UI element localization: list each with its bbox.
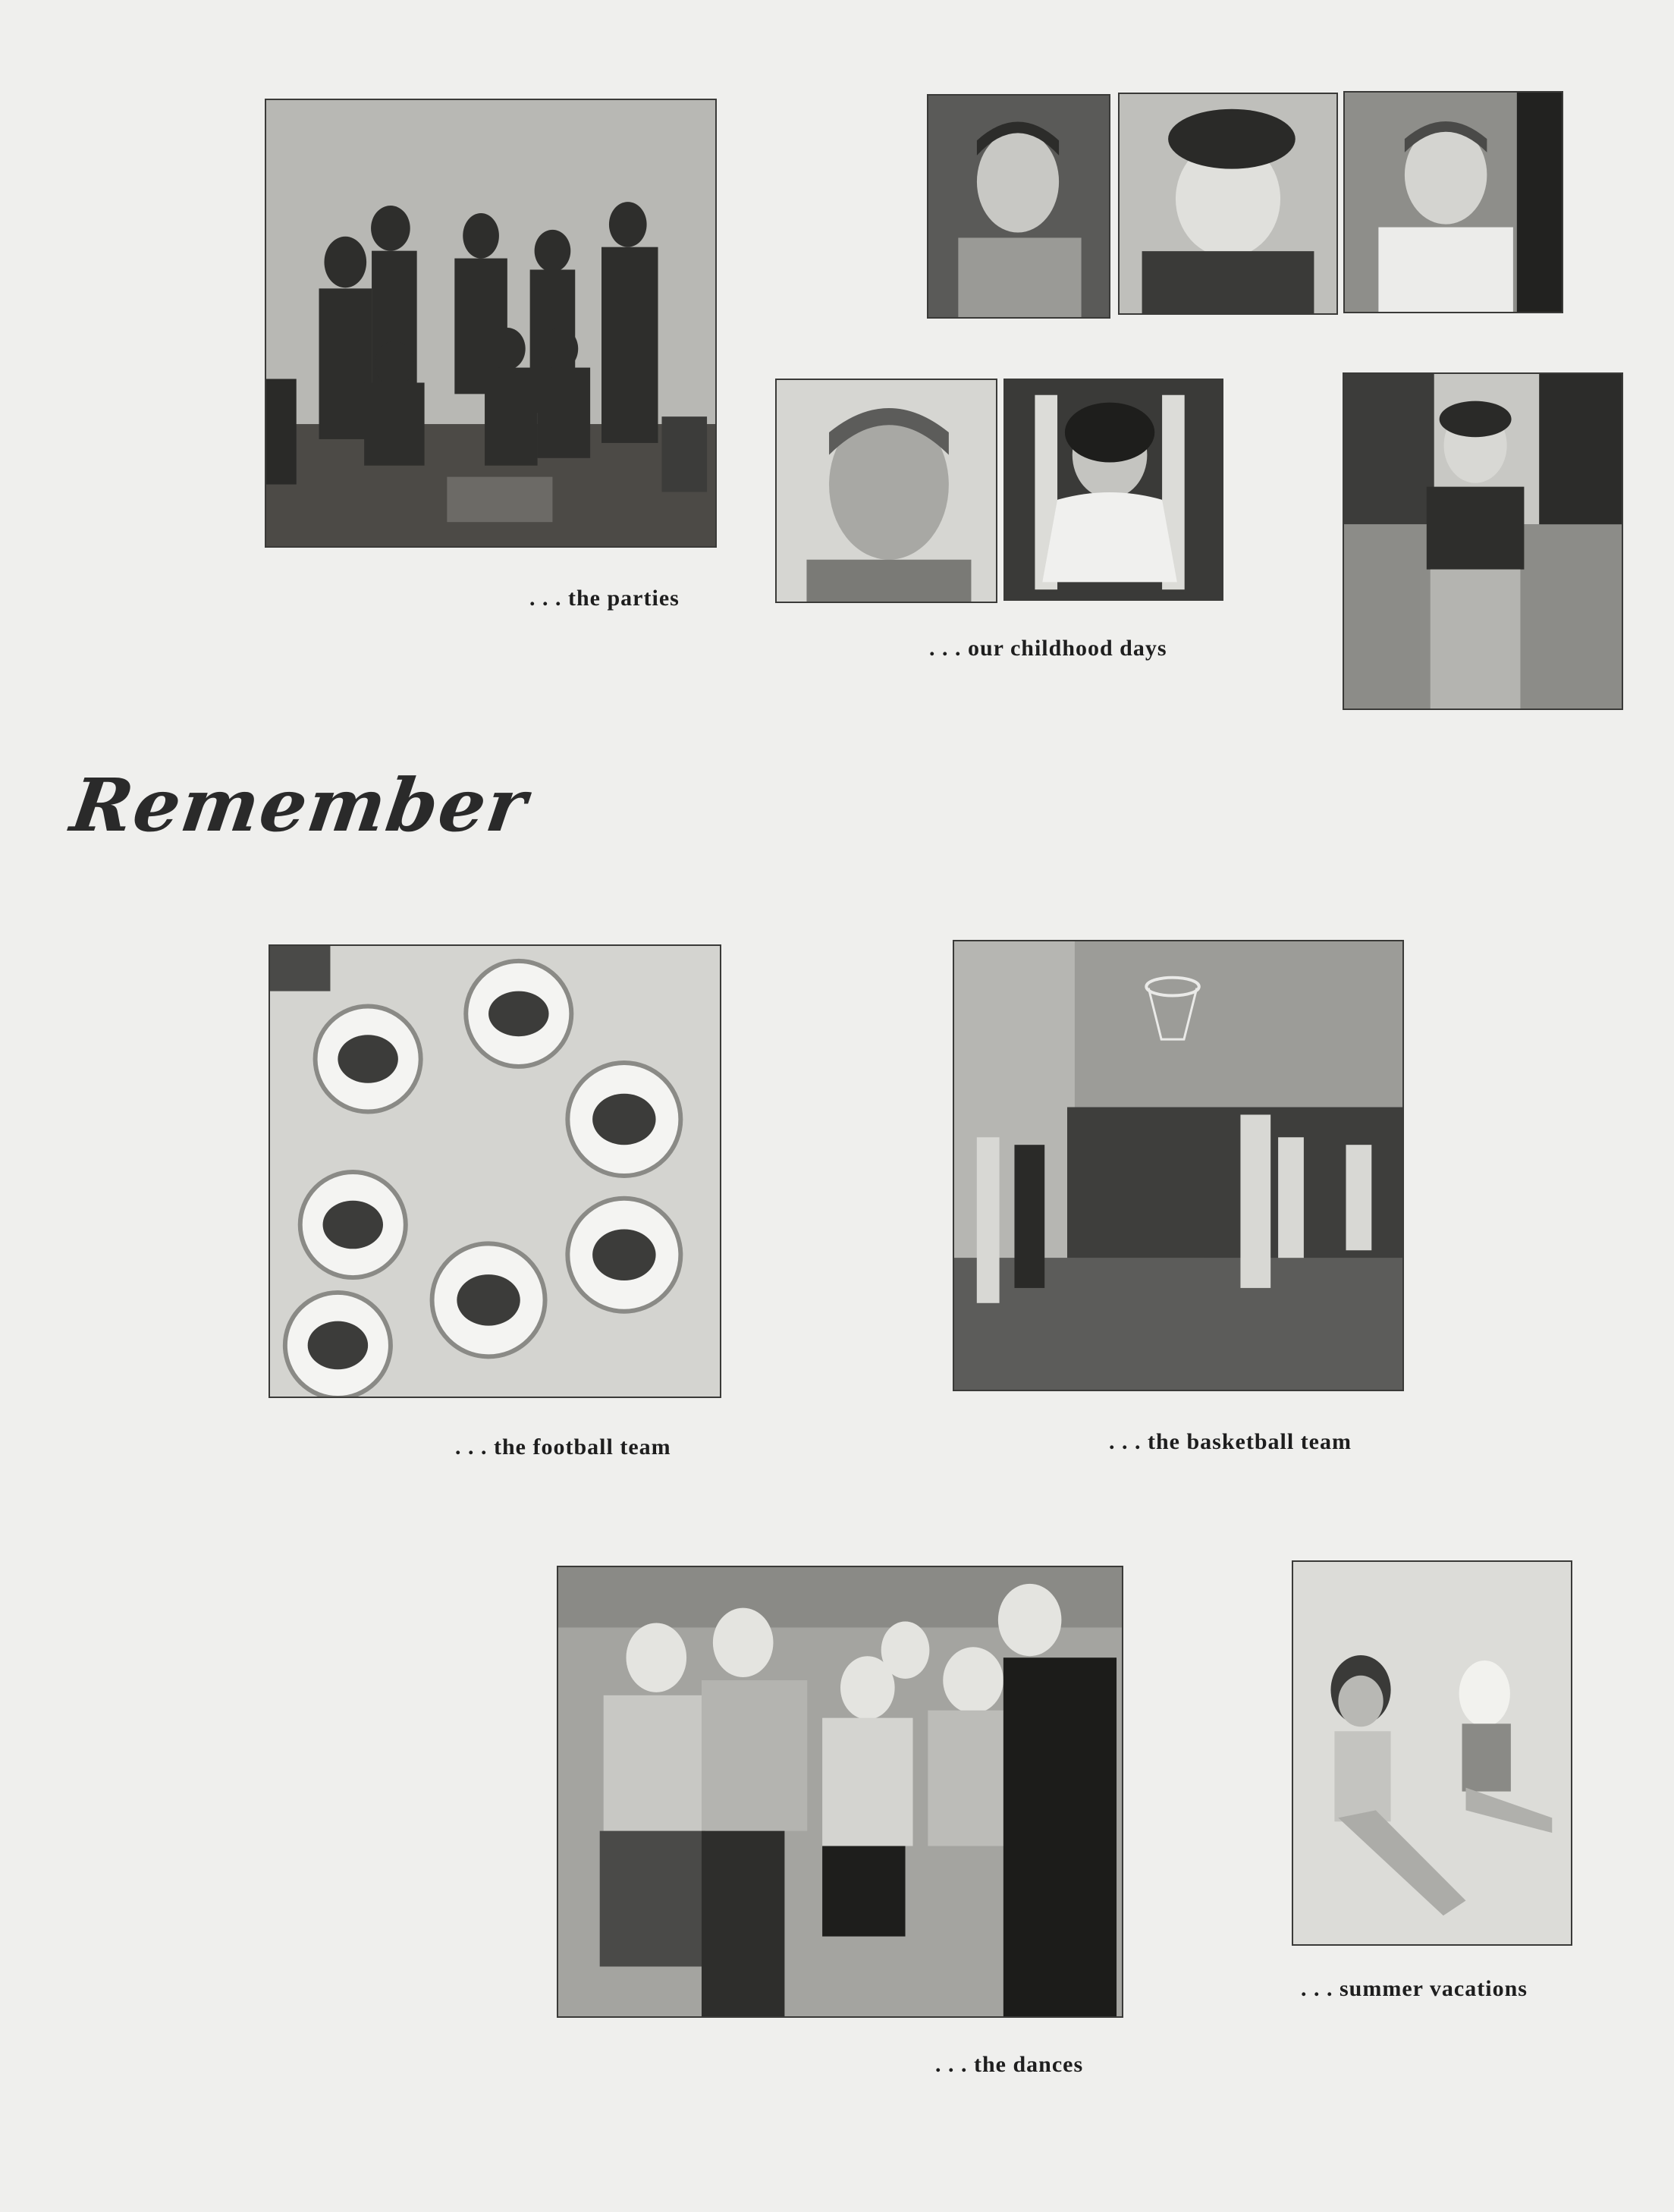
summer-photo xyxy=(1292,1560,1572,1946)
football-caption: . . . the football team xyxy=(455,1434,671,1459)
childhood-photo-2 xyxy=(1118,93,1338,315)
childhood-photo-4 xyxy=(775,379,997,603)
football-photo xyxy=(269,944,721,1398)
parties-caption: . . . the parties xyxy=(529,586,680,611)
page-heading: Remember xyxy=(66,762,533,848)
basketball-caption: . . . the basketball team xyxy=(1109,1429,1352,1454)
childhood-photo-1 xyxy=(927,94,1110,319)
dances-caption: . . . the dances xyxy=(935,2052,1084,2077)
childhood-photo-5 xyxy=(1003,379,1223,601)
basketball-photo xyxy=(953,940,1404,1391)
summer-caption: . . . summer vacations xyxy=(1301,1976,1528,2001)
parties-photo xyxy=(265,99,717,548)
childhood-caption: . . . our childhood days xyxy=(929,636,1167,661)
dances-photo xyxy=(557,1566,1123,2018)
childhood-photo-3 xyxy=(1343,91,1563,313)
childhood-photo-6 xyxy=(1343,372,1623,710)
